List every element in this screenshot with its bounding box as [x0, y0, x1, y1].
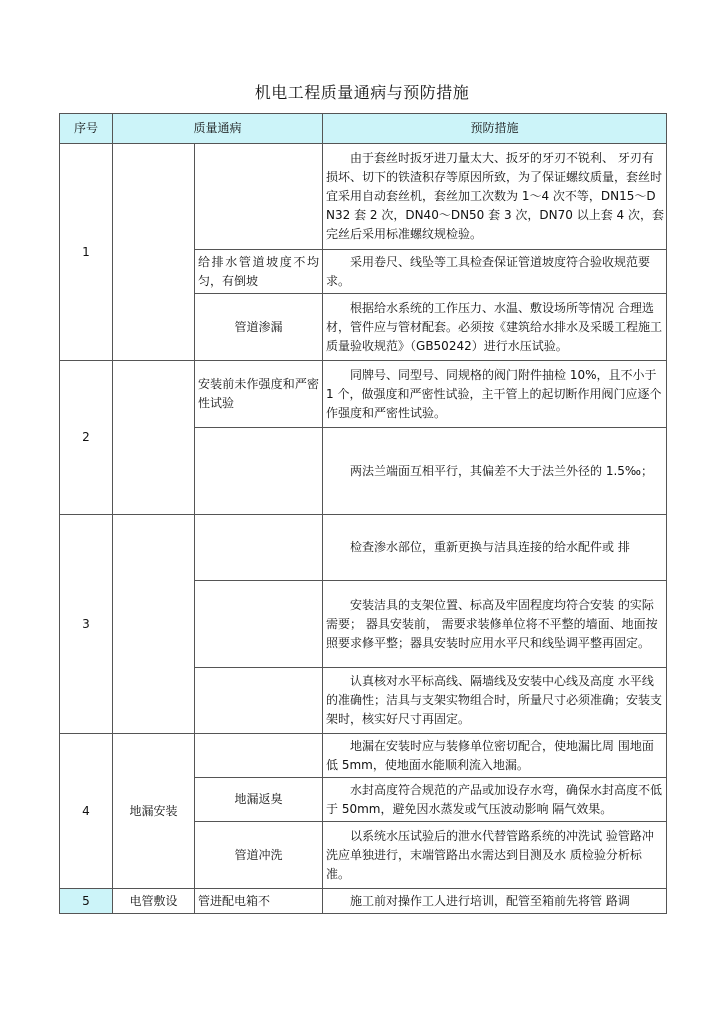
table-row: [60, 734, 667, 778]
row-index: 4: [60, 734, 113, 889]
row-measure: 检查渗水部位，重新更换与洁具连接的给水配件或 排: [323, 515, 667, 581]
row-index: 2: [60, 361, 113, 515]
row-measure: 水封高度符合规范的产品或加设存水弯，确保水封高度不低于 50mm，避免因水蒸发或气压波动影响 隔气效果。: [323, 778, 667, 822]
row-issue: 安装前未作强度和严密性试验: [195, 361, 323, 428]
row-issue: 管道冲洗: [195, 822, 323, 889]
row-category: 电管敷设: [113, 889, 195, 914]
table-row: [60, 144, 667, 250]
row-index: 5: [60, 889, 113, 914]
row-issue: 地漏返臭: [195, 778, 323, 822]
quality-issue-table: [59, 113, 667, 914]
table-row: [60, 889, 667, 914]
row-issue: [195, 515, 323, 581]
row-index: 1: [60, 144, 113, 361]
row-issue: 给排水管道坡度不均匀，有倒坡: [195, 250, 323, 294]
row-measure: 由于套丝时扳牙进刀量太大、扳牙的牙刃不锐利、 牙刃有损坏、切下的铁渣积存等原因所致，为了保证螺纹质量，套丝时宜采用自动套丝机，套丝加工次数为 1～4 次不等，DN15～DN32 套 2 次，DN40～DN50 套 3 次，DN70 以上套 4 次，套完丝后采用标准螺纹规检验。: [323, 144, 667, 250]
header-measure: 预防措施: [323, 114, 667, 144]
row-issue: [195, 428, 323, 515]
table-row: [60, 515, 667, 581]
row-measure: 认真核对水平标高线、隔墙线及安装中心线及高度 水平线的准确性；洁具与支架实物组合时，所量尺寸必须准确；安装支架时，核实好尺寸再固定。: [323, 668, 667, 734]
row-issue: [195, 581, 323, 668]
row-category: 地漏安装: [113, 734, 195, 889]
row-measure: 采用卷尺、线坠等工具检查保证管道坡度符合验收规范要求。: [323, 250, 667, 294]
row-measure: 同牌号、同型号、同规格的阀门附件抽检 10%，且不小于 1 个，做强度和严密性试验，主干管上的起切断作用阀门应逐个作强度和严密性试验。: [323, 361, 667, 428]
row-category: [113, 361, 195, 515]
row-issue: [195, 668, 323, 734]
row-category: [113, 515, 195, 734]
row-index: 3: [60, 515, 113, 734]
row-measure: 施工前对操作工人进行培训，配管至箱前先将管 路调: [323, 889, 667, 914]
row-issue: [195, 144, 323, 250]
row-category: [113, 144, 195, 361]
header-index: 序号: [60, 114, 113, 144]
page-title: 机电工程质量通病与预防措施: [254, 83, 470, 102]
row-measure: 以系统水压试验后的泄水代替管路系统的冲洗试 验管路冲洗应单独进行，末端管路出水需达到目测及水 质检验分析标准。: [323, 822, 667, 889]
row-measure: 地漏在安装时应与装修单位密切配合，使地漏比周 围地面低 5mm，使地面水能顺利流入地漏。: [323, 734, 667, 778]
row-issue: 管道渗漏: [195, 294, 323, 361]
row-measure: 安装洁具的支架位置、标高及牢固程度均符合安装 的实际需要； 器具安装前， 需要求装修单位将不平整的墙面、地面按照要求修平整；器具安装时应用水平尺和线坠调平整再固定。: [323, 581, 667, 668]
table-row: [60, 361, 667, 428]
table-header-row: [60, 114, 667, 144]
row-issue: 管进配电箱不: [195, 889, 323, 914]
header-issue: 质量通病: [113, 114, 323, 144]
row-measure: 根据给水系统的工作压力、水温、敷设场所等情况 合理选材，管件应与管材配套。必须按《建筑给水排水及采暖工程施工质量验收规范》（GB50242）进行水压试验。: [323, 294, 667, 361]
row-issue: [195, 734, 323, 778]
row-measure: 两法兰端面互相平行，其偏差不大于法兰外径的 1.5‰；: [323, 428, 667, 515]
